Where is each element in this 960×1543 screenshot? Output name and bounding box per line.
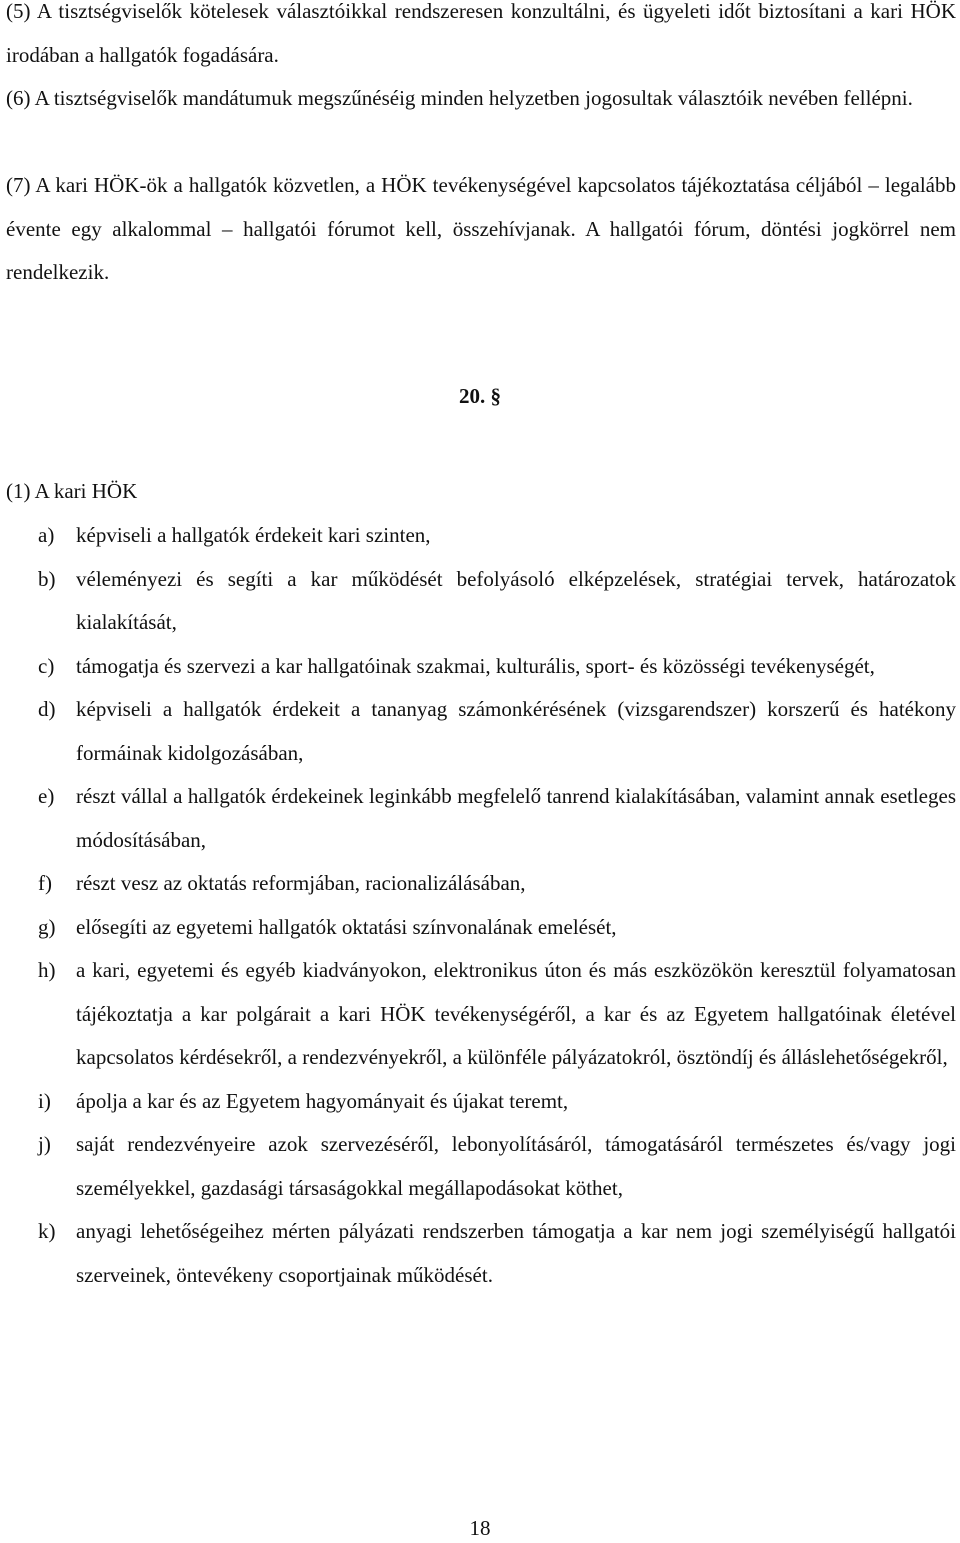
list-marker: i) xyxy=(38,1088,51,1113)
list-marker: e) xyxy=(38,784,55,808)
list-item xyxy=(0,645,960,689)
list-marker: j) xyxy=(38,1132,51,1156)
list-marker: d) xyxy=(38,697,56,721)
list-marker: b) xyxy=(38,566,56,591)
list-item xyxy=(0,1123,960,1210)
list-item xyxy=(0,1080,960,1124)
list-marker: h) xyxy=(38,958,56,982)
paragraph-6: (6) A tisztségviselők mandátumuk megszűnéséig minden helyzetben jogosultak választóik nevében fellépni. xyxy=(6,86,913,110)
paragraph-7: (7) A kari HÖK-ök a hallgatók közvetlen, a HÖK tevékenységével kapcsolatos tájékoztatása céljából – legalább évente egy alkalommal – hallgatói fórumot kell, összehívjanak. A hallgatói fórum, döntési jogkörrel nem rendelkezik. xyxy=(6,173,956,284)
list-item xyxy=(0,514,960,558)
list-item xyxy=(0,775,960,862)
list-item-text: részt vállal a hallgatók érdekeinek leginkább megfelelő tanrend kialakításában, valamint annak esetleges módosításában, xyxy=(76,784,956,852)
section-heading: 20. § xyxy=(459,384,501,408)
list-marker: c) xyxy=(38,653,55,678)
page-number: 18 xyxy=(469,1516,491,1540)
list-item-text: ápolja a kar és az Egyetem hagyományait és újakat teremt, xyxy=(76,1088,569,1113)
list-item xyxy=(0,688,960,775)
list-item xyxy=(0,558,960,645)
list-item-text: a kari, egyetemi és egyéb kiadványokon, elektronikus úton és más eszközökön keresztül folyamatosan tájékoztatja a kar polgárait a kari HÖK tevékenységéről, a kar és az Egyetem hallgatóinak életével kapcsolatos kérdésekről, a rendezvényekről, a különféle pályázatokról, ösztöndíj és álláslehetőségekről, xyxy=(76,958,956,1069)
list-item xyxy=(0,949,960,1080)
list-item-text: támogatja és szervezi a kar hallgatóinak szakmai, kulturális, sport- és közösségi tevékenységét, xyxy=(76,653,875,678)
subsection-1-intro: (1) A kari HÖK xyxy=(6,479,138,503)
duties-list xyxy=(0,514,960,1297)
list-item-text: elősegíti az egyetemi hallgatók oktatási színvonalának emelését, xyxy=(76,914,617,939)
list-marker: g) xyxy=(38,914,56,939)
list-item xyxy=(0,1210,960,1297)
list-item-text: képviseli a hallgatók érdekeit kari szinten, xyxy=(76,523,431,547)
list-item-text: részt vesz az oktatás reformjában, racionalizálásában, xyxy=(76,871,526,895)
list-marker: k) xyxy=(38,1219,56,1243)
list-item-text: saját rendezvényeire azok szervezéséről, lebonyolításáról, támogatásáról természetes és/vagy jogi személyekkel, gazdasági társaságokkal megállapodásokat köthet, xyxy=(76,1132,956,1200)
list-marker: a) xyxy=(38,523,55,547)
list-item xyxy=(0,862,960,906)
list-item-text: véleményezi és segíti a kar működését befolyásoló elképzelések, stratégiai tervek, határozatok kialakítását, xyxy=(76,566,956,634)
list-item xyxy=(0,906,960,950)
paragraph-5: (5) A tisztségviselők kötelesek választóikkal rendszeresen konzultálni, és ügyeleti időt biztosítani a kari HÖK irodában a hallgatók fogadására. xyxy=(6,0,956,67)
list-marker: f) xyxy=(38,871,52,895)
list-item-text: anyagi lehetőségeihez mérten pályázati rendszerben támogatja a kar nem jogi személyiségű hallgatói szerveinek, öntevékeny csoportjainak működését. xyxy=(76,1219,956,1287)
list-item-text: képviseli a hallgatók érdekeit a tananyag számonkérésének (vizsgarendszer) korszerű és hatékony formáinak kidolgozásában, xyxy=(76,697,956,765)
